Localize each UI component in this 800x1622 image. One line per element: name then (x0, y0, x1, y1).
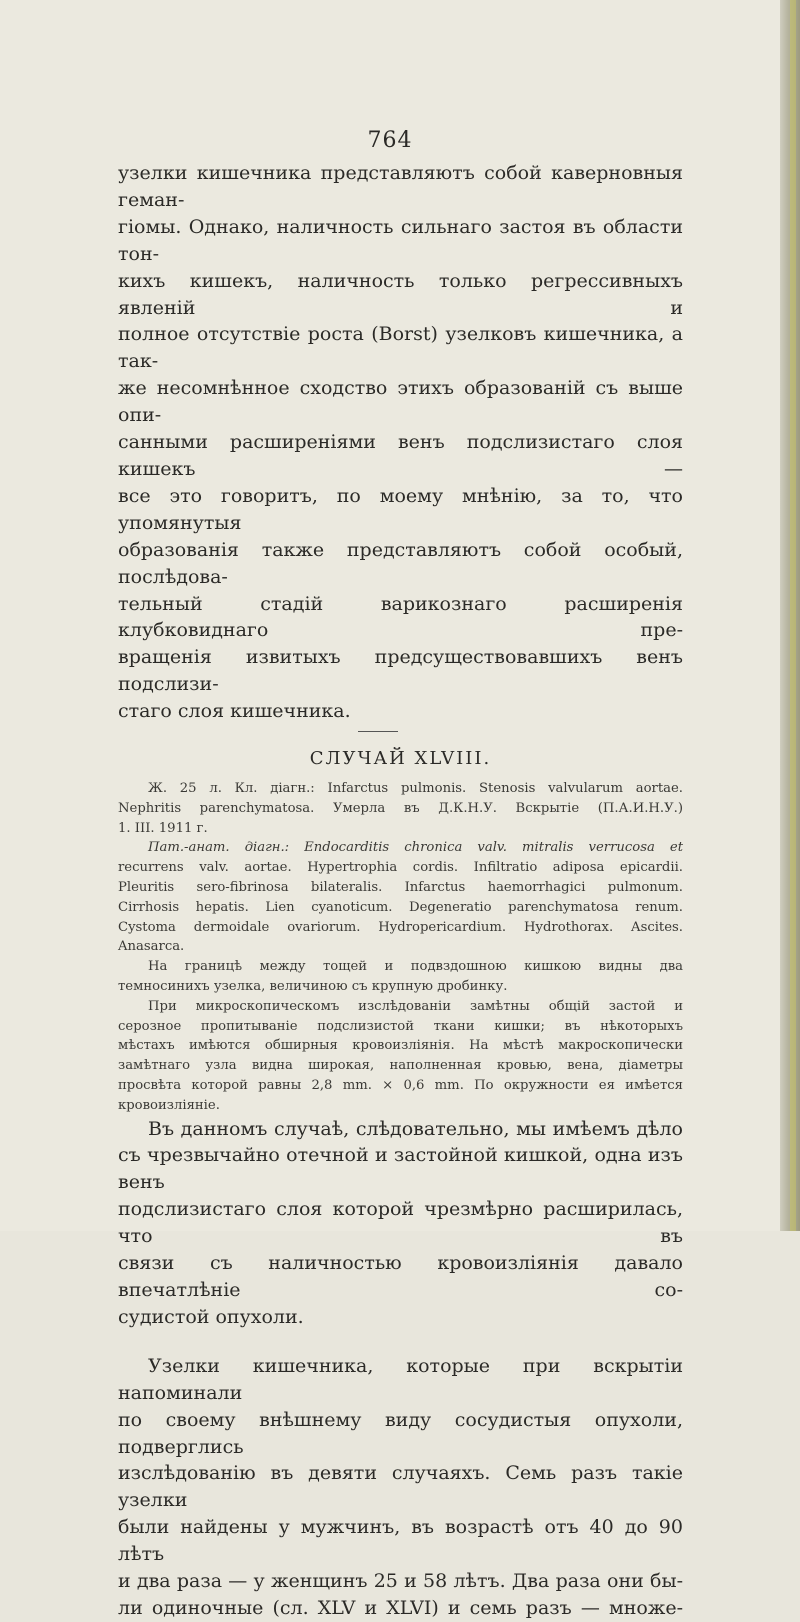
page-edge-stripe (790, 0, 796, 1231)
text-line: были найдены у мужчинъ, въ возрастѣ отъ 40 до 90 лѣтъ (118, 1516, 683, 1566)
case-header (118, 779, 683, 838)
paragraph-1 (118, 160, 683, 725)
text-line: по своему внѣшнему виду сосудистыя опухоли, подверглись (118, 1408, 683, 1458)
text-line: полное отсутствіе роста (Borst) узелковъ кишечника, а так- (118, 323, 683, 373)
text-line: съ чрезвычайно отечной и застойной кишкой, одна изъ венъ (118, 1144, 683, 1194)
text-line: recurrens valv. aortae. Hypertrophia cordis. Infiltratio adiposa epicardii. (118, 860, 683, 876)
text-line: связи съ наличностью кровоизліянія давало впечатлѣніе со- (118, 1252, 683, 1302)
text-line: вращенія извитыхъ предсуществовавшихъ венъ подслизи- (118, 646, 683, 696)
text-line: кихъ кишекъ, наличность только регрессивныхъ явленій и (118, 269, 683, 319)
text-line: замѣтнаго узла видна широкая, наполненная кровью, вена, діаметры (118, 1058, 683, 1074)
text-line: просвѣта которой равны 2,8 mm. × 0,6 mm. По окружности ея имѣется (118, 1077, 683, 1093)
micro-note (118, 997, 683, 1116)
text-line: Ж. 25 л. Кл. діагн.: Infarctus pulmonis. Stenosis valvularum aortae. (148, 781, 683, 797)
text-line: стаго слоя кишечника. (118, 700, 351, 723)
paragraph-3 (118, 1353, 683, 1622)
page-number: 764 (367, 128, 413, 153)
text-line: гіомы. Однако, наличность сильнаго застоя въ области тон- (118, 215, 683, 265)
text-line: и два раза — у женщинъ 25 и 58 лѣтъ. Два раза они бы- (118, 1570, 683, 1593)
paragraph-2 (118, 1116, 683, 1331)
text-line: При микроскопическомъ изслѣдованіи замѣтны общій застой и (148, 998, 683, 1014)
text-line: Cirrhosis hepatis. Lien cyanoticum. Degeneratio parenchymatosa renum. (118, 899, 683, 915)
case-title: СЛУЧАЙ XLVIII. (309, 748, 492, 770)
text-line: узелки кишечника представляютъ собой каверновныя геман- (118, 162, 683, 211)
text-line: Pleuritis sero-fibrinosa bilateralis. Infarctus haemorrhagici pulmonum. (118, 880, 683, 896)
text-line: Узелки кишечника, которые при вскрытіи напоминали (118, 1354, 683, 1404)
text-line: серозное пропитываніе подслизистой ткани кишки; въ нѣкоторыхъ (118, 1018, 683, 1034)
text-line: На границѣ между тощей и подвздошною кишкою видны два (148, 959, 683, 975)
text-line: кровоизліяніе. (118, 1097, 220, 1113)
text-line: Cystoma dermoidale ovariorum. Hydropericardium. Hydrothorax. Ascites. (118, 919, 683, 935)
text-line: мѣстахъ имѣются обширныя кровоизліянія. На мѣстѣ макроскопически (118, 1038, 683, 1054)
text-line: Anasarca. (118, 939, 185, 955)
text-line: тельный стадій варикознаго расширенія клубковиднаго пре- (118, 592, 683, 642)
text-line: 1. III. 1911 г. (118, 820, 208, 836)
text-line: ли одиночные (сл. XLV и XLVI) и семь разъ — множе- (118, 1596, 683, 1619)
text-block (118, 160, 683, 1622)
text-line: Nephritis parenchymatosa. Умерла въ Д.К.Н.У. Вскрытіе (П.А.И.Н.У.) (118, 800, 683, 816)
text-line: же несомнѣнное сходство этихъ образованій съ выше опи- (118, 377, 683, 427)
text-line: изслѣдованію въ девяти случаяхъ. Семь разъ такіе узелки (118, 1462, 683, 1512)
border-note (118, 957, 683, 997)
pathanat-diagnosis (118, 838, 683, 957)
text-line: все это говоритъ, по моему мнѣнію, за то, что упомянутыя (118, 484, 683, 534)
text-line: Пат.-анат. діагн.: Endocarditis chronica valv. mitralis verrucosa et (148, 840, 683, 856)
text-line: судистой опухоли. (118, 1305, 304, 1328)
text-line: санными расширеніями венъ подслизистаго слоя кишекъ — (118, 431, 683, 480)
text-line: темносинихъ узелка, величиною съ крупную дробинку. (118, 979, 508, 994)
section-divider (118, 725, 683, 745)
text-line: Въ данномъ случаѣ, слѣдовательно, мы имѣемъ дѣло (148, 1117, 683, 1140)
text-line: подслизистаго слоя которой чрезмѣрно расширилась, что въ (118, 1198, 683, 1248)
text-line: образованія также представляютъ собой особый, послѣдова- (118, 538, 683, 588)
